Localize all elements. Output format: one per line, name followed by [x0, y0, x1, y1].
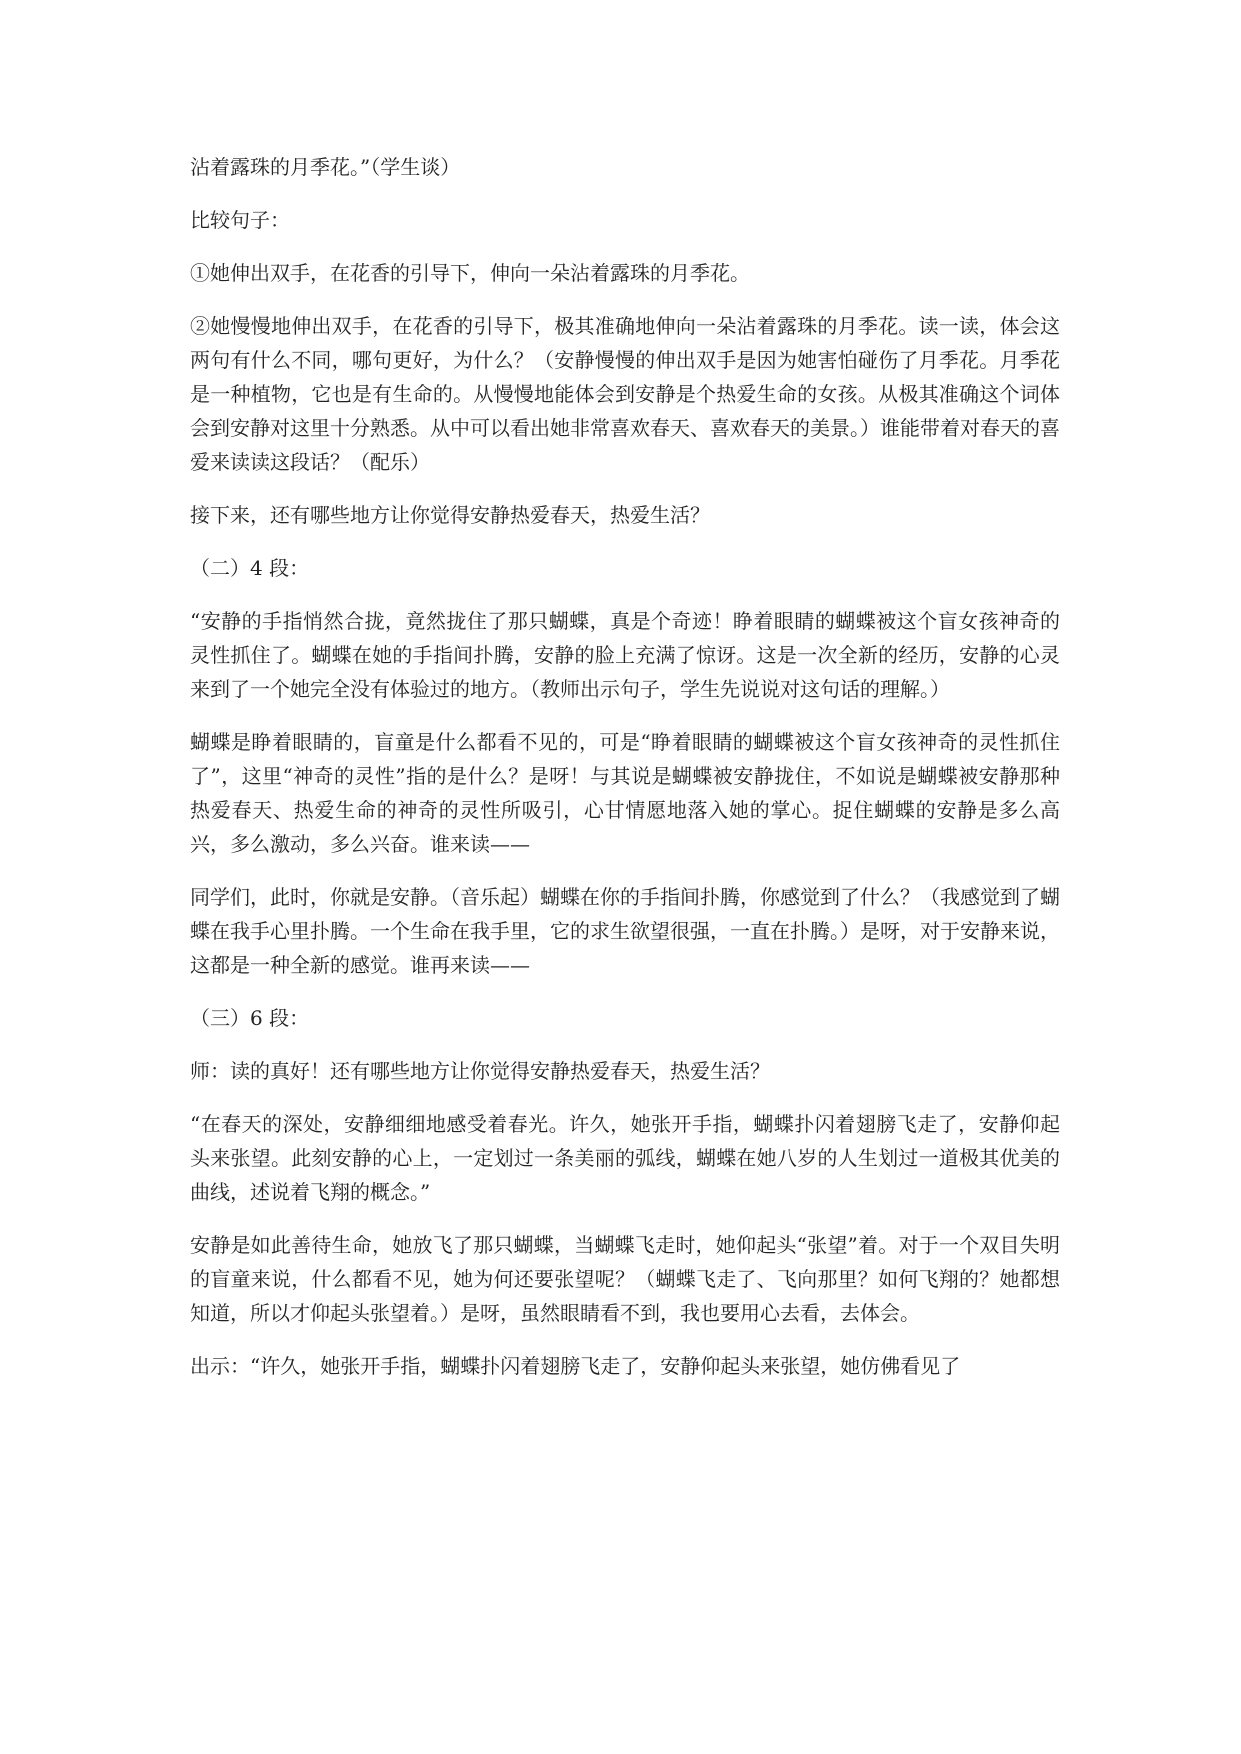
document-body: [190, 150, 1060, 1402]
paragraph: 安静是如此善待生命，她放飞了那只蝴蝶，当蝴蝶飞走时，她仰起头“张望”着。对于一个双目失明的盲童来说，什么都看不见，她为何还要张望呢？（蝴蝶飞走了、飞向那里？如何飞翔的？她都想知道，所以才仰起头张望着。）是呀，虽然眼睛看不到，我也要用心去看，去体会。: [190, 1233, 1060, 1325]
paragraph: “安静的手指悄然合拢，竟然拢住了那只蝴蝶，真是个奇迹！睁着眼睛的蝴蝶被这个盲女孩神奇的灵性抓住了。蝴蝶在她的手指间扑腾，安静的脸上充满了惊讶。这是一次全新的经历，安静的心灵来到了一个她完全没有体验过的地方。（教师出示句子，学生先说说对这句话的理解。）: [190, 609, 1060, 701]
paragraph: ②她慢慢地伸出双手，在花香的引导下，极其准确地伸向一朵沾着露珠的月季花。读一读，体会这两句有什么不同，哪句更好，为什么？（安静慢慢的伸出双手是因为她害怕碰伤了月季花。月季花是一种植物，它也是有生命的。从慢慢地能体会到安静是个热爱生命的女孩。从极其准确这个词体会到安静对这里十分熟悉。从中可以看出她非常喜欢春天、喜欢春天的美景。）谁能带着对春天的喜爱来读读这段话？（配乐）: [190, 314, 1060, 474]
paragraph: 蝴蝶是睁着眼睛的，盲童是什么都看不见的，可是“睁着眼睛的蝴蝶被这个盲女孩神奇的灵性抓住了”，这里“神奇的灵性”指的是什么？是呀！与其说是蝴蝶被安静拢住，不如说是蝴蝶被安静那种热爱春天、热爱生命的神奇的灵性所吸引，心甘情愿地落入她的掌心。捉住蝴蝶的安静是多么高兴，多么激动，多么兴奋。谁来读——: [190, 730, 1060, 856]
paragraph: 出示：“许久，她张开手指，蝴蝶扑闪着翅膀飞走了，安静仰起头来张望，她仿佛看见了: [190, 1354, 961, 1378]
section-heading: （三）6 段：: [190, 1006, 310, 1030]
paragraph: 沾着露珠的月季花。”（学生谈）: [190, 155, 461, 179]
section-heading: （二）4 段：: [190, 556, 310, 580]
paragraph: 同学们，此时，你就是安静。（音乐起）蝴蝶在你的手指间扑腾，你感觉到了什么？（我感觉到了蝴蝶在我手心里扑腾。一个生命在我手里，它的求生欲望很强，一直在扑腾。）是呀，对于安静来说，这都是一种全新的感觉。谁再来读——: [190, 885, 1060, 977]
paragraph: 比较句子：: [190, 208, 290, 232]
paragraph: 接下来，还有哪些地方让你觉得安静热爱春天，热爱生活？: [190, 503, 710, 527]
paragraph: “在春天的深处，安静细细地感受着春光。许久，她张开手指，蝴蝶扑闪着翅膀飞走了，安静仰起头来张望。此刻安静的心上，一定划过一条美丽的弧线，蝴蝶在她八岁的人生划过一道极其优美的曲线，述说着飞翔的概念。”: [190, 1112, 1060, 1204]
paragraph: ①她伸出双手，在花香的引导下，伸向一朵沾着露珠的月季花。: [190, 261, 750, 285]
paragraph: 师：读的真好！还有哪些地方让你觉得安静热爱春天，热爱生活？: [190, 1059, 770, 1083]
